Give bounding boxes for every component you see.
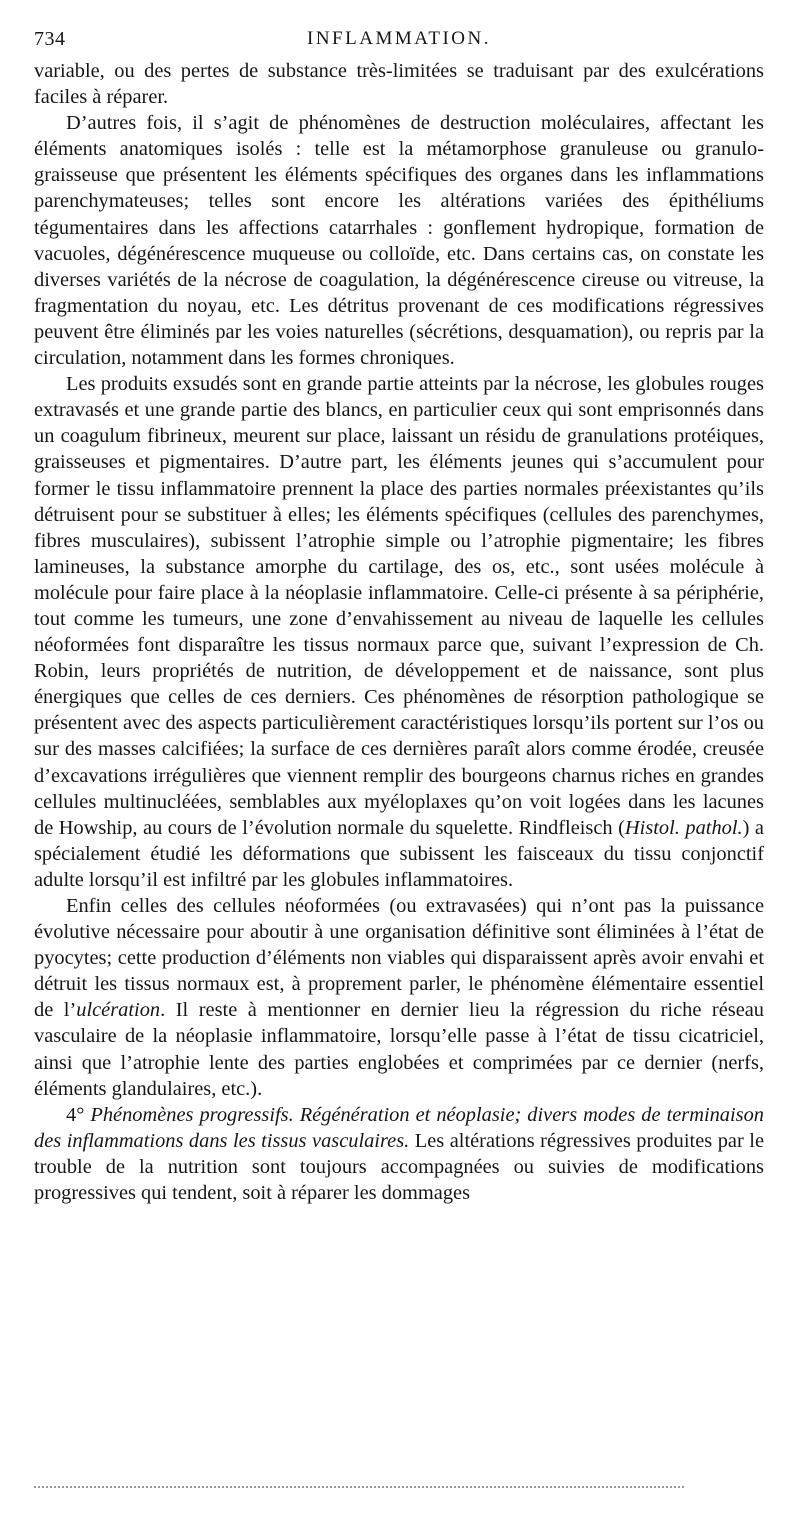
text-segment: Les produits exsudés sont en grande partie atteints par la nécrose, les globules rouges extravasés et une grande partie des blancs, en particulier ceux qui sont emprisonnés dans un coagulum fibrineux, meurent sur place, laissant un résidu de granulations protéiques, graisseuses et pigmentaires. D’autre part, les éléments jeunes qui s’accumulent pour former le tissu inflammatoire prennent la place des parties normales préexistantes qu’ils détruisent pour se substituer à elles; les éléments spécifiques (cellules des parenchymes, fibres musculaires), subissent l’atrophie simple ou l’atrophie pigmentaire; les fibres lamineuses, la substance amorphe du cartilage, des os, etc., sont usées molécule à molécule pour faire place à la néoplasie inflammatoire. Celle-ci présente à sa périphérie, tout comme les tumeurs, une zone d’envahissement au niveau de laquelle les cellules néoformées font disparaître les tissus normaux parce que, suivant l’expression de Ch. Robin, leurs propriétés de nutrition, de développement et de naissance, sont plus énergiques que celles de ces derniers. Ces phénomènes de résorption pathologique se présentent avec des aspects particulièrement caractéristiques lorsqu’ils portent sur l’os ou sur des masses calcifiées; la surface de ces dernières paraît alors comme érodée, creusée d’excavations irrégulières que viennent remplir des bourgeons charnus riches en grandes cellules multinucléées, semblables aux myéloplaxes qu’on voit logées dans les lacunes de Howship, au cours de l’évolution normale du squelette. Rindfleisch ( [34,373,764,839]
page-header [34,28,764,58]
section-heading: Phénomènes progressifs. Régénération et néoplasie; divers modes de terminaison des inflammations dans les tissus vasculaires. [34,1103,764,1152]
italic-citation: Histol. pathol. [624,816,743,839]
footer-dotted-rule [34,1486,684,1488]
page-number: 734 [34,28,66,50]
paragraph-molecular-destruction [34,110,764,371]
text-segment: ) a spécialement étudié les déformations que subissent les faisceaux du tissu conjonctif adulte lorsqu’il est infiltré par les globules inflammatoires. [34,816,764,891]
italic-term: ulcération [76,999,161,1022]
text-segment: Enfin celles des cellules néoformées (ou extravasées) qui n’ont pas la puissance évolutive nécessaire pour aboutir à une organisation définitive sont éliminées à l’état de pyocytes; cette production d’éléments non viables qui disparaissent après avoir envahi et détruit les tissus normaux est, à proprement parler, le phénomène élémentaire essentiel de l’ [34,895,764,1022]
paragraph-exudate-necrosis [34,371,764,893]
document-page [34,28,764,1206]
section-number: 4° [66,1103,91,1126]
text-segment: Les altérations régressives produites par le trouble de la nutrition sont toujours accompagnées ou suivies de modifications progressives qui tendent, soit à réparer les dommages [34,1129,765,1205]
paragraph-progressive-phenomena [34,1102,764,1206]
text-segment: D’autres fois, il s’agit de phénomènes de destruction moléculaires, affectant les éléments anatomiques isolés : telle est la métamorphose granuleuse ou granulo-graisseuse que présentent les éléments spécifiques des organes dans les inflammations parenchymateuses; telles sont encore les altérations variées des épithéliums tégumentaires dans les affections catarrhales : gonflement hydropique, formation de vacuoles, dégénérescence muqueuse ou colloïde, etc. Dans certains cas, on constate les diverses variétés de la nécrose de coagulation, la dégénérescence cireuse ou vitreuse, la fragmentation du noyau, etc. Les détritus provenant de ces modifications régressives peuvent être éliminés par les voies naturelles (sécrétions, desquamation), ou repris par la circulation, notamment dans les formes chroniques. [34,112,764,370]
body-text [34,58,764,1206]
text-segment: variable, ou des pertes de substance très-limitées se traduisant par des exulcérations faciles à réparer. [34,60,764,109]
paragraph-pyocytes-ulceration [34,893,764,1102]
running-head: INFLAMMATION. [307,28,491,49]
paragraph-continuation [34,58,764,110]
text-segment: . Il reste à mentionner en dernier lieu la régression du riche réseau vasculaire de la néoplasie inflammatoire, lorsqu’elle passe à l’état de tissu cicatriciel, ainsi que l’atrophie lente des parties englobées et comprimées par ce dernier (nerfs, éléments glandulaires, etc.). [34,999,764,1100]
